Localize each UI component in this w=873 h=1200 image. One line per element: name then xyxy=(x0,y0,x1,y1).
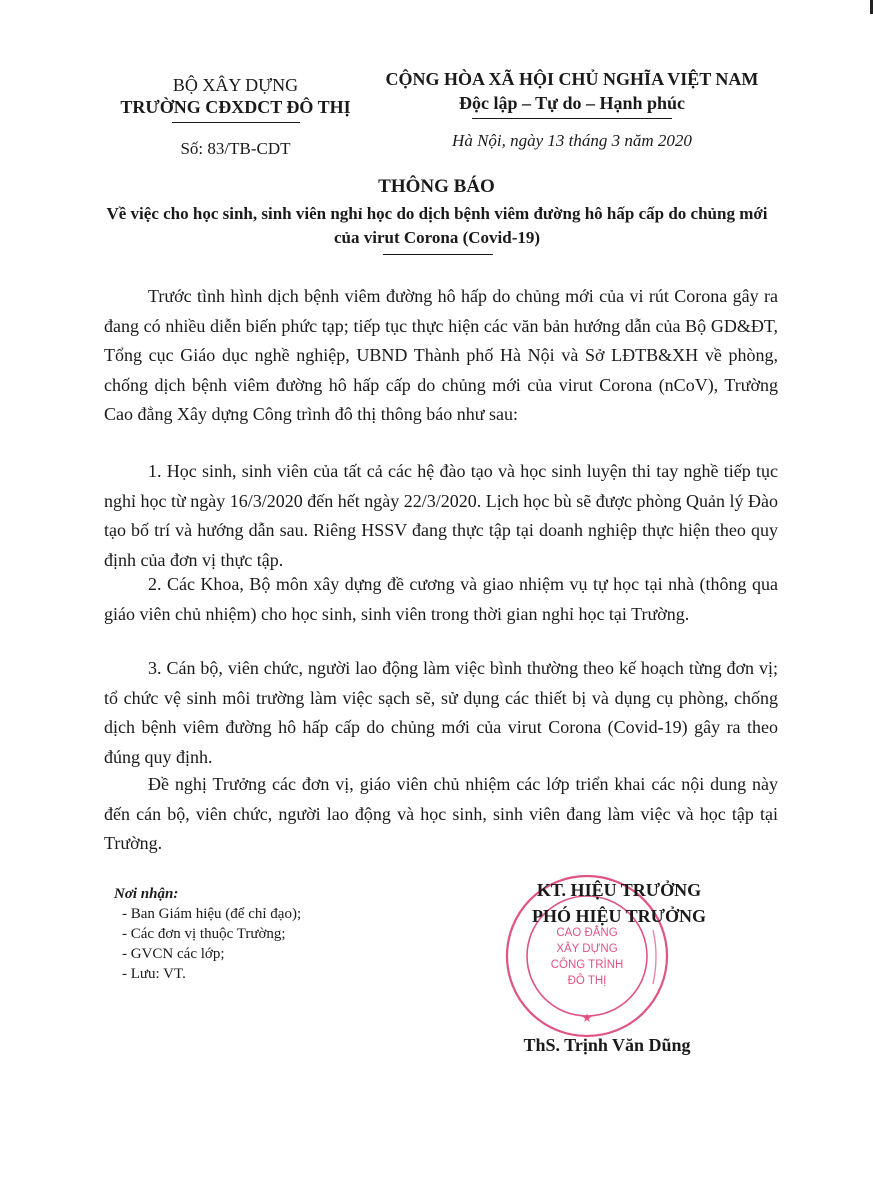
school-name: TRƯỜNG CĐXDCT ĐÔ THỊ xyxy=(120,97,351,117)
recipients-block xyxy=(114,884,301,984)
recipient-item: - Ban Giám hiệu (để chỉ đạo); xyxy=(122,906,302,922)
document-subject: Về việc cho học sinh, sinh viên nghỉ học do dịch bệnh viêm đường hô hấp cấp do chủng mới của virut Corona (Covid-19) xyxy=(106,204,768,247)
intro-paragraph: Trước tình hình dịch bệnh viêm đường hô hấp do chủng mới của vi rút Corona gây ra đang có nhiều diễn biến phức tạp; tiếp tục thực hiện các văn bản hướng dẫn của Bộ GD&ĐT, Tổng cục Giáo dục nghề nghiệp, UBND Thành phố Hà Nội và Sở LĐTB&XH về phòng, chống dịch bệnh viêm đường hô hấp cấp do chủng mới của virut Corona (nCoV), Trường Cao đẳng Xây dựng Công trình đô thị thông báo như sau: xyxy=(104,286,778,424)
recipient-item: - GVCN các lớp; xyxy=(122,946,225,962)
item-3-paragraph: 3. Cán bộ, viên chức, người lao động làm việc bình thường theo kế hoạch từng đơn vị; tổ chức vệ sinh môi trường làm việc sạch sẽ, sử dụng các thiết bị và dụng cụ phòng, chống dịch bệnh viêm đường hô hấp cấp do chủng mới của virut Corona (Covid-19) gây ra theo đúng quy định. xyxy=(104,658,778,767)
item-1-paragraph: 1. Học sinh, sinh viên của tất cả các hệ đào tạo và học sinh luyện thi tay nghề tiếp tục nghỉ học từ ngày 16/3/2020 đến hết ngày 22/3/2020. Lịch học bù sẽ được phòng Quản lý Đào tạo bố trí và hướng dẫn sau. Riêng HSSV đang thực tập tại doanh nghiệp thực hiện theo quy định của đơn vị thực tập. xyxy=(104,461,778,570)
signature-title-line1: KT. HIỆU TRƯỞNG xyxy=(536,880,702,900)
stamp-line: CAO ĐẲNG xyxy=(556,927,618,939)
nation-name: CỘNG HÒA XÃ HỘI CHỦ NGHĨA VIỆT NAM xyxy=(385,69,759,89)
subject-underline xyxy=(383,254,493,255)
school-underline xyxy=(172,122,300,123)
stamp-line: ĐÔ THỊ xyxy=(567,975,607,987)
motto-underline xyxy=(472,118,672,119)
stamp-line: CÔNG TRÌNH xyxy=(550,959,624,971)
recipients-heading: Nơi nhận: xyxy=(114,886,179,902)
signer-name: ThS. Trịnh Văn Dũng xyxy=(523,1035,691,1055)
closing-paragraph: Đề nghị Trưởng các đơn vị, giáo viên chủ nhiệm các lớp triển khai các nội dung này đến cán bộ, viên chức, người lao động và học sinh, sinh viên đang làm việc và học tập tại Trường. xyxy=(104,774,778,853)
stamp-line: XÂY DỰNG xyxy=(556,943,618,955)
issue-date: Hà Nội, ngày 13 tháng 3 năm 2020 xyxy=(452,131,692,150)
document-title: THÔNG BÁO xyxy=(378,176,495,197)
recipient-item: - Các đơn vị thuộc Trường; xyxy=(122,926,286,942)
ministry-name: BỘ XÂY DỰNG xyxy=(172,75,299,95)
item-2-paragraph: 2. Các Khoa, Bộ môn xây dựng đề cương và giao nhiệm vụ tự học tại nhà (thông qua giáo viên chủ nhiệm) cho học sinh, sinh viên trong thời gian nghỉ học tại Trường. xyxy=(104,574,778,624)
svg-text:★: ★ xyxy=(581,1011,593,1025)
signature-title-line2: PHÓ HIỆU TRƯỞNG xyxy=(531,906,706,926)
motto: Độc lập – Tự do – Hạnh phúc xyxy=(458,93,686,113)
document-number: Số: 83/TB-CDT xyxy=(180,139,291,158)
recipient-item: - Lưu: VT. xyxy=(122,966,186,982)
